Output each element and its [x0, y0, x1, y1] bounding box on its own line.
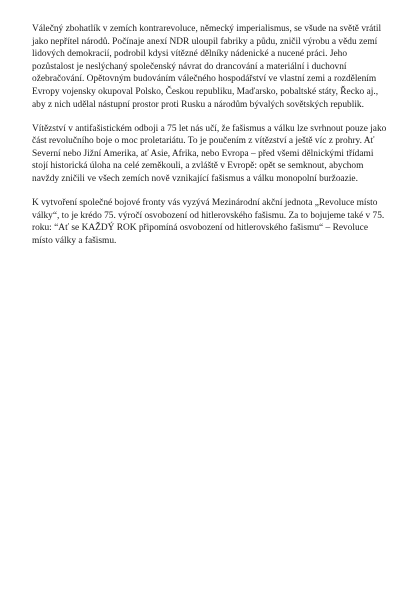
paragraph-call-to-action: K vytvoření společné bojové fronty vás vyzývá Mezinárodní akční jednota „Revoluce místo války“, to je krédo 75. výročí osvobození od hitlerovského fašismu. Za to bojujeme také v 75. roku: “Ať se KAŽDÝ ROK připomíná osvobození od hitlerovského fašismu“ – Revoluce místo války a fašismu. [32, 198, 385, 246]
document-body [32, 23, 390, 259]
paragraph-imperialism: Válečný zbohatlík v zemích kontrarevoluce, německý imperialismus, se všude na světě vrátil jako nepřítel národů. Počínaje anexí NDR uloupil fabriky a půdu, zničil výrobu a vědu zemí lidových demokracií, podrobil kdysi vítězné dělníky nádenické a nucené práci. Jeho pozůstalost je neslýchaný společenský návrat do drancování a materiální i duchovní ožebračování. Opětovným budováním válečného hospodářství ve vlastní zemi a rozdělením Evropy vojensky okupoval Polsko, Českou republiku, Maďarsko, pobaltské státy, Řecko aj., aby z nich udělal nástupní prostor proti Rusku a národům bývalých sovětských republik. [32, 24, 382, 110]
paragraph-victory-lessons: Vítězství v antifašistickém odboji a 75 let nás učí, že fašismus a válku lze svrhnout pouze jako část revolučního boje o moc proletariátu. To je poučením z vítězství a ještě víc z prohry. Ať Severní nebo Jižní Amerika, ať Asie, Afrika, nebo Evropa – před všemi dělnickými třídami stojí historická úloha na celé zeměkouli, a zvláště v Evropě: opět se semknout, abychom navždy zničili ve všech zemích nově vznikající fašismus a válku monopolní buržoazie. [32, 123, 387, 185]
